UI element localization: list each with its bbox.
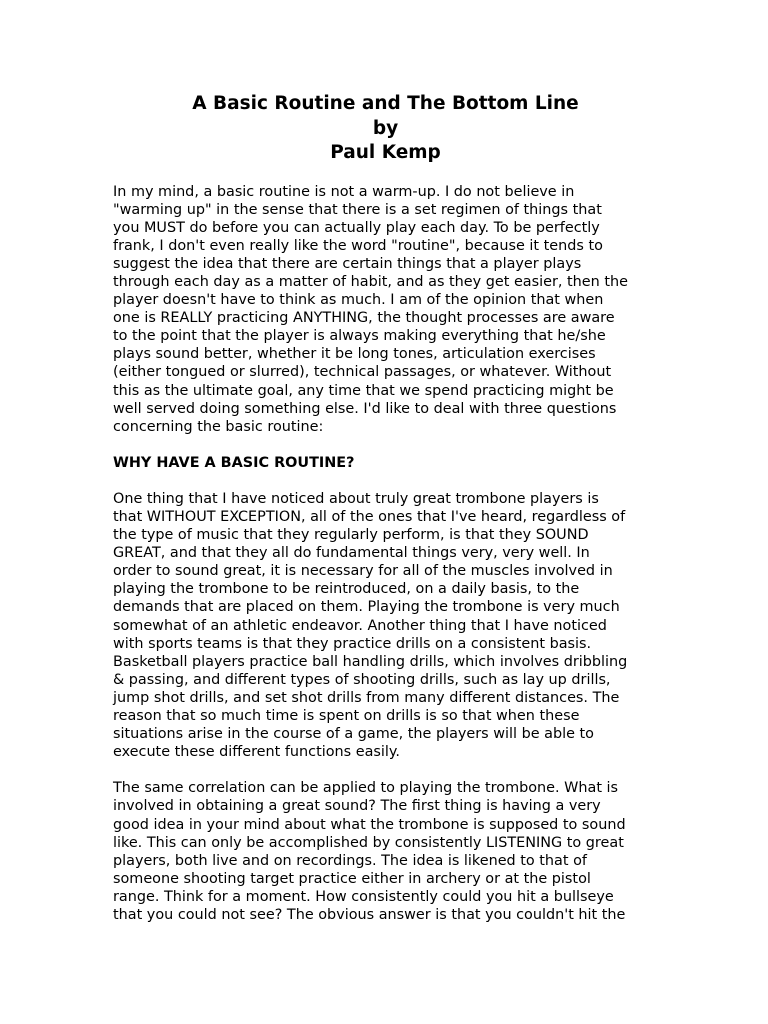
paragraph-great-players: One thing that I have noticed about truly great trombone players is that WITHOUT EXCEPTION, all of the ones that I've heard, regardless of the type of music that they regularly perform, is that they SOUND GREAT, and that they all do fundamental things very, very well. In order to sound great, it is necessary for all of the muscles involved in playing the trombone to be reintroduced, on a daily basis, to the demands that are placed on them. Playing the trombone is very much somewhat of an athletic endeavor. Another thing that I have noticed with sports teams is that they practice drills on a consistent basis. Basketball players practice ball handling drills, which involves dribbling & passing, and different types of shooting drills, such as lay up drills, jump shot drills, and set shot drills from many different distances. The reason that so much time is spent on drills is so that when these situations arise in the course of a game, the players will be able to execute these different functions easily.: [113, 490, 628, 761]
paragraph-correlation: The same correlation can be applied to playing the trombone. What is involved in obtaining a great sound? The first thing is having a very good idea in your mind about what the trombone is supposed to sound like. This can only be accomplished by consistently LISTENING to great players, both live and on recordings. The idea is likened to that of someone shooting target practice either in archery or at the pistol range. Think for a moment. How consistently could you hit a bullseye that you could not see? The obvious answer is that you couldn't hit the: [113, 780, 626, 923]
paragraph-intro: In my mind, a basic routine is not a warm-up. I do not believe in "warming up" in the sense that there is a set regimen of things that you MUST do before you can actually play each day. To be perfectly frank, I don't even really like the word "routine", because it tends to suggest the idea that there are certain things that a player plays through each day as a matter of habit, and as they get easier, then the player doesn't have to think as much. I am of the opinion that when one is REALLY practicing ANYTHING, the thought processes are aware to the point that the player is always making everything that he/she plays sound better, whether it be long tones, articulation exercises (either tongued or slurred), technical passages, or whatever. Without this as the ultimate goal, any time that we spend practicing might be well served doing something else. I'd like to deal with three questions concerning the basic routine:: [113, 183, 628, 435]
document-page: [113, 92, 658, 924]
document-title: [105, 92, 666, 166]
title-by: by: [372, 117, 399, 139]
title-main: A Basic Routine and The Bottom Line: [192, 93, 579, 114]
section-heading-why: WHY HAVE A BASIC ROUTINE?: [113, 454, 355, 471]
title-author: Paul Kemp: [330, 142, 441, 163]
